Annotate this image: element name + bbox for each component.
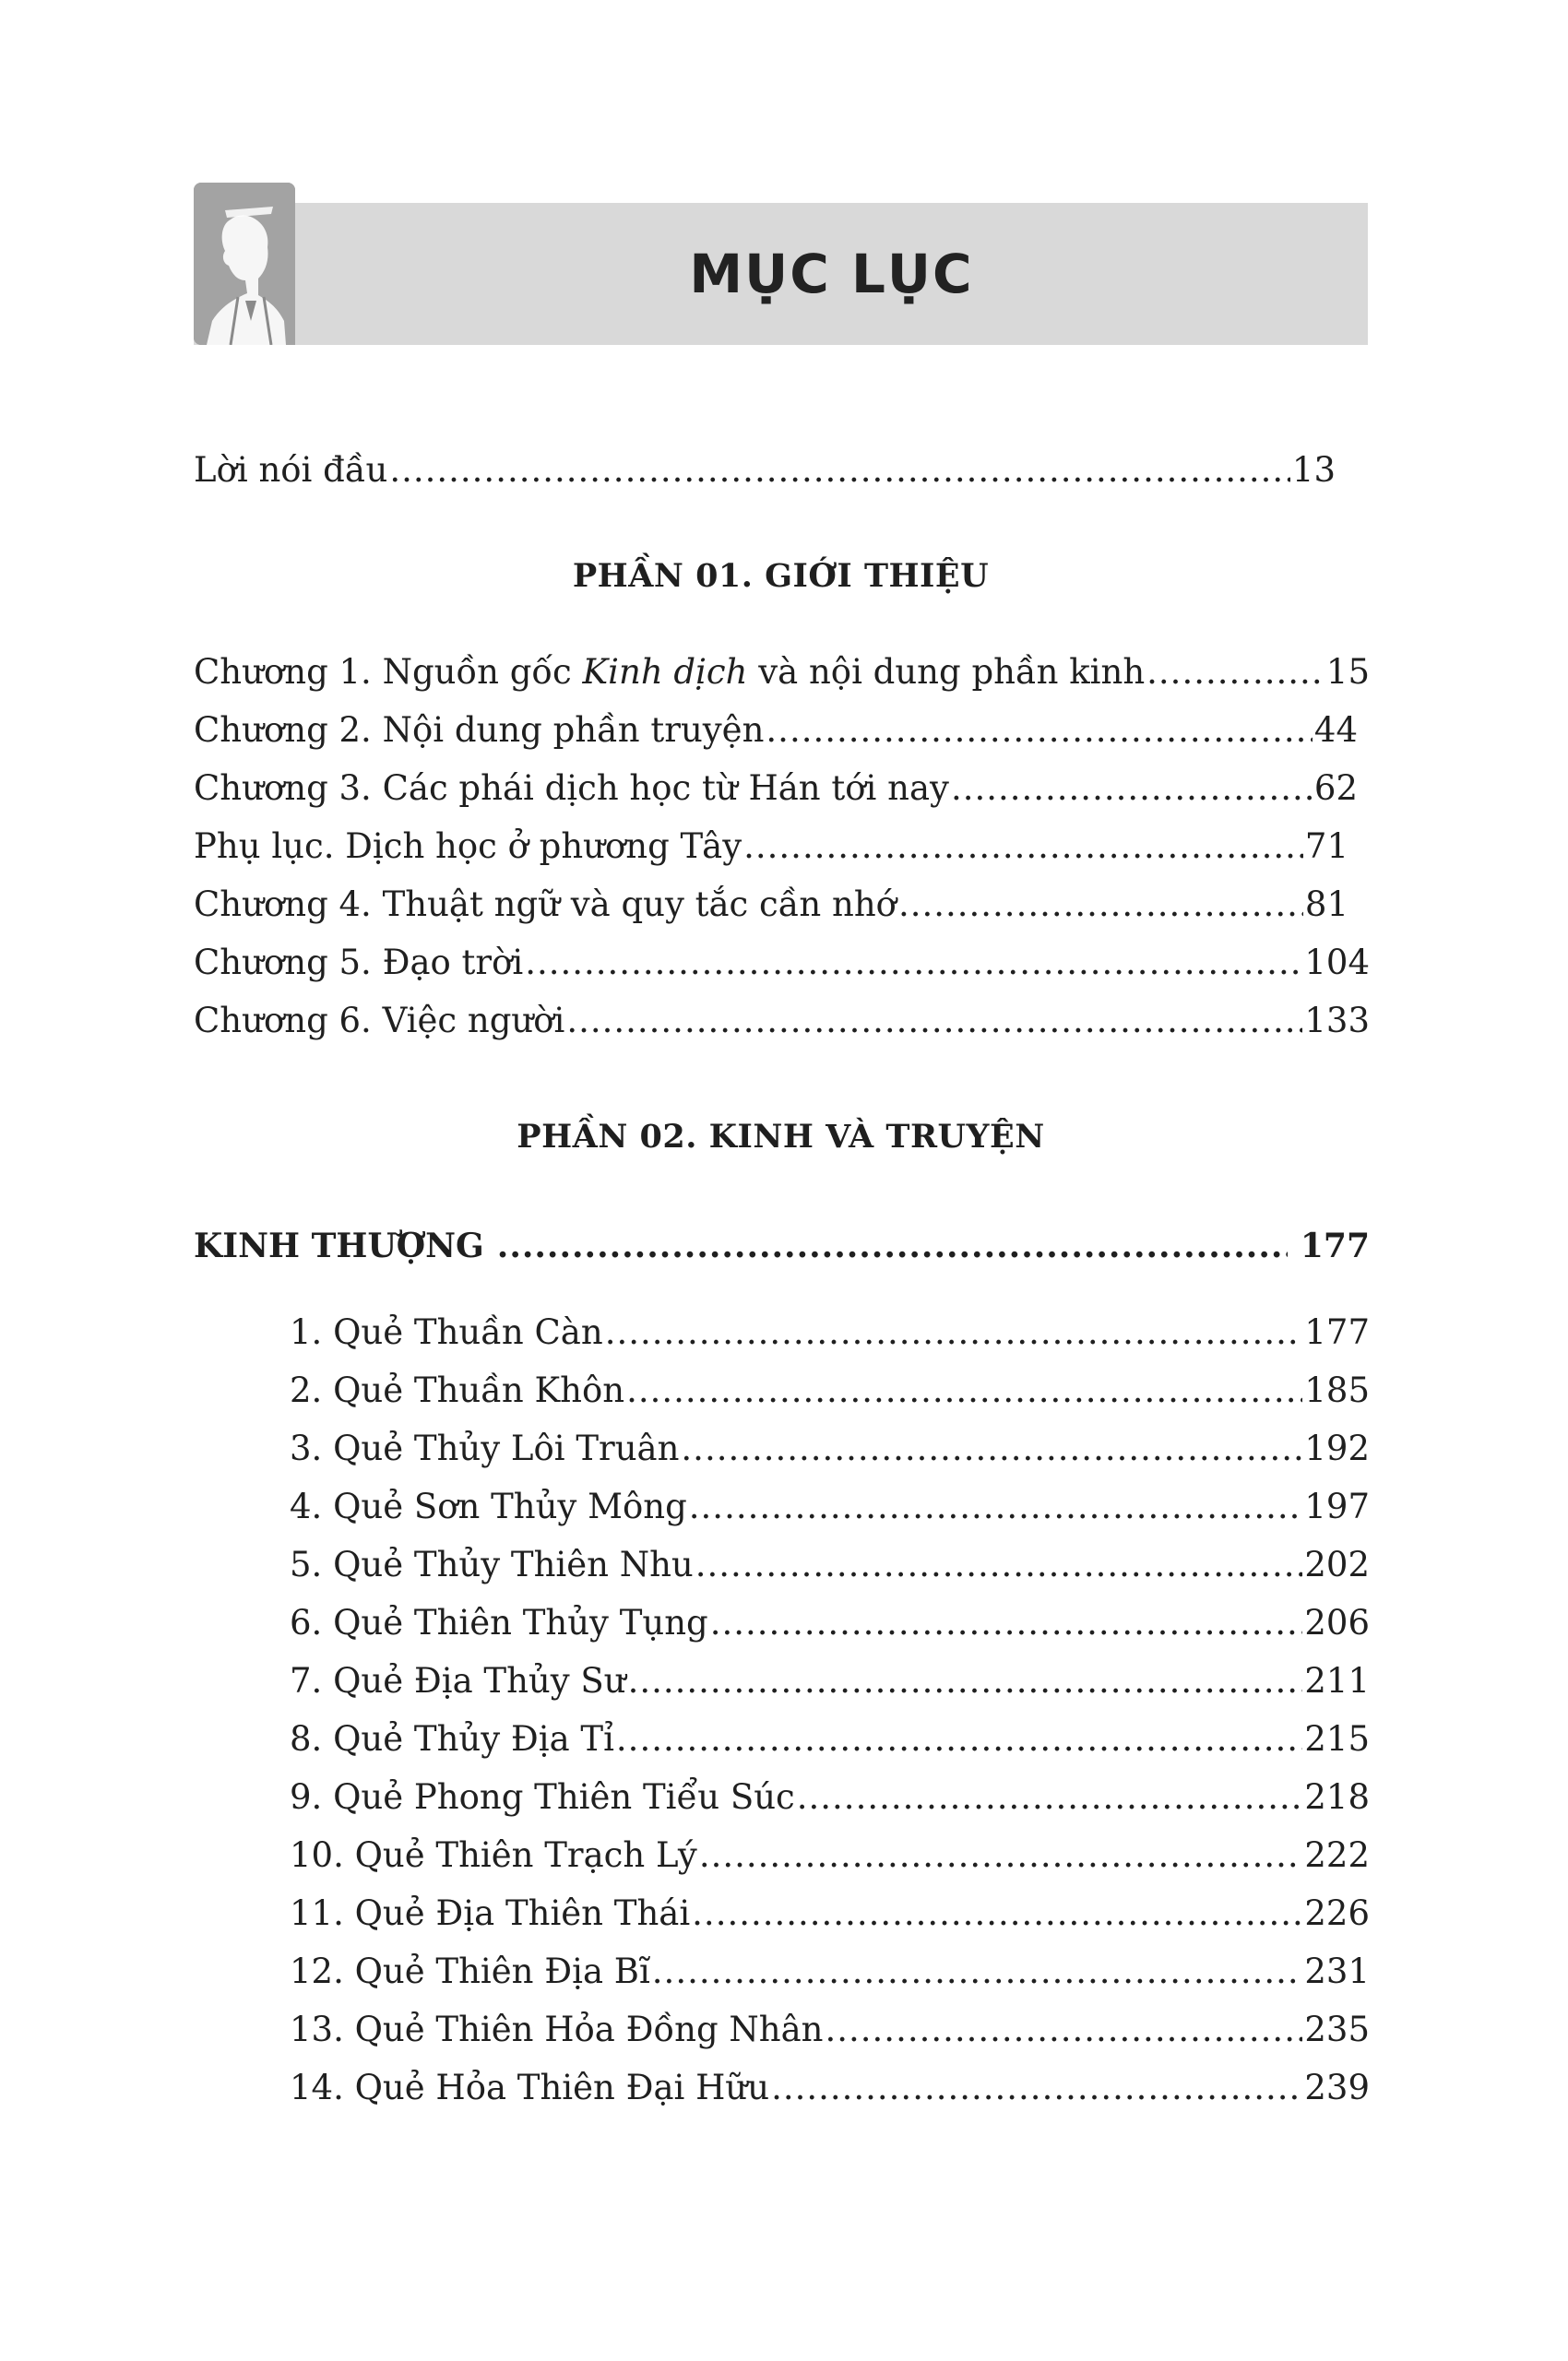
dot-leader <box>766 710 1312 751</box>
dot-leader <box>566 1001 1302 1041</box>
toc-entry[interactable]: Chương 4. Thuật ngữ và quy tắc cần nhớ ..... 81 <box>194 884 1348 925</box>
toc-entry[interactable]: 4. Quẻ Sơn Thủy Mông ..... 197 <box>290 1487 1370 1527</box>
dot-leader <box>628 1661 1303 1702</box>
dot-leader <box>692 1893 1302 1934</box>
toc-entry[interactable]: Chương 6. Việc người ..... 133 <box>194 1001 1370 1041</box>
toc-entry[interactable]: 10. Quẻ Thiên Trạch Lý ..... 222 <box>290 1835 1370 1876</box>
dot-leader <box>797 1777 1303 1818</box>
dot-leader <box>695 1545 1303 1585</box>
toc-entry-title: Lời nói đầu <box>194 450 388 490</box>
toc-entry[interactable]: Phụ lục. Dịch học ở phương Tây ..... 71 <box>194 826 1348 867</box>
toc-entry-preface[interactable] <box>194 450 1336 491</box>
toc-entry[interactable]: Chương 3. Các phái dịch học từ Hán tới nay ..... 62 <box>194 768 1358 809</box>
toc-entry-title: Chương 1. Nguồn gốc Kinh dịch và nội dung phần kinh <box>194 652 1146 692</box>
toc-entry[interactable]: 1. Quẻ Thuần Càn ..... 177 <box>290 1312 1370 1353</box>
part-2-heading: PHẦN 02. KINH VÀ TRUYỆN <box>517 1118 1045 1156</box>
dot-leader <box>743 826 1303 867</box>
dot-leader <box>898 884 1303 925</box>
dot-leader <box>525 943 1302 983</box>
dot-leader <box>605 1312 1303 1353</box>
dot-leader <box>710 1603 1303 1643</box>
dot-leader <box>699 1835 1303 1876</box>
toc-entry[interactable]: 12. Quẻ Thiên Địa Bĩ ..... 231 <box>290 1952 1370 1992</box>
toc-entry[interactable]: 11. Quẻ Địa Thiên Thái ..... 226 <box>290 1893 1370 1934</box>
dot-leader <box>771 2068 1302 2108</box>
toc-entry-page: 13 <box>1291 450 1336 490</box>
toc-entry-page: 15 <box>1325 652 1370 692</box>
dot-leader <box>1146 652 1324 693</box>
toc-entry[interactable]: 13. Quẻ Thiên Hỏa Đồng Nhân ..... 235 <box>290 2010 1370 2050</box>
dot-leader <box>826 2010 1303 2050</box>
dot-leader <box>681 1429 1302 1469</box>
toc-entry[interactable]: 2. Quẻ Thuần Khôn ..... 185 <box>290 1370 1370 1411</box>
toc-entry[interactable]: 14. Quẻ Hỏa Thiên Đại Hữu ..... 239 <box>290 2068 1370 2108</box>
toc-entry-kinh-thuong[interactable]: KINH THƯỢNG ..... 177 <box>194 1227 1370 1266</box>
dot-leader <box>652 1952 1303 1992</box>
toc-entry[interactable]: 5. Quẻ Thủy Thiên Nhu ..... 202 <box>290 1545 1370 1585</box>
toc-entry[interactable]: 7. Quẻ Địa Thủy Sư ..... 211 <box>290 1661 1370 1702</box>
dot-leader <box>616 1719 1302 1760</box>
toc-entry-chapter-1[interactable] <box>194 652 1370 693</box>
dot-leader <box>626 1370 1302 1411</box>
toc-entry[interactable]: 3. Quẻ Thủy Lôi Truân ..... 192 <box>290 1429 1370 1469</box>
dot-leader <box>497 1227 1288 1266</box>
toc-entry[interactable]: 9. Quẻ Phong Thiên Tiểu Súc ..... 218 <box>290 1777 1370 1818</box>
toc-entry[interactable]: 6. Quẻ Thiên Thủy Tụng ..... 206 <box>290 1603 1370 1643</box>
dot-leader <box>389 450 1290 491</box>
portrait-silhouette-icon <box>194 183 295 345</box>
part-1-heading: PHẦN 01. GIỚI THIỆU <box>572 557 990 595</box>
toc-entry[interactable]: Chương 2. Nội dung phần truyện ..... 44 <box>194 710 1358 751</box>
page-title: MỤC LỤC <box>689 243 974 305</box>
toc-entry[interactable]: 8. Quẻ Thủy Địa Tỉ ..... 215 <box>290 1719 1370 1760</box>
dot-leader <box>689 1487 1303 1527</box>
toc-entry[interactable]: Chương 5. Đạo trời ..... 104 <box>194 943 1370 983</box>
dot-leader <box>951 768 1313 809</box>
